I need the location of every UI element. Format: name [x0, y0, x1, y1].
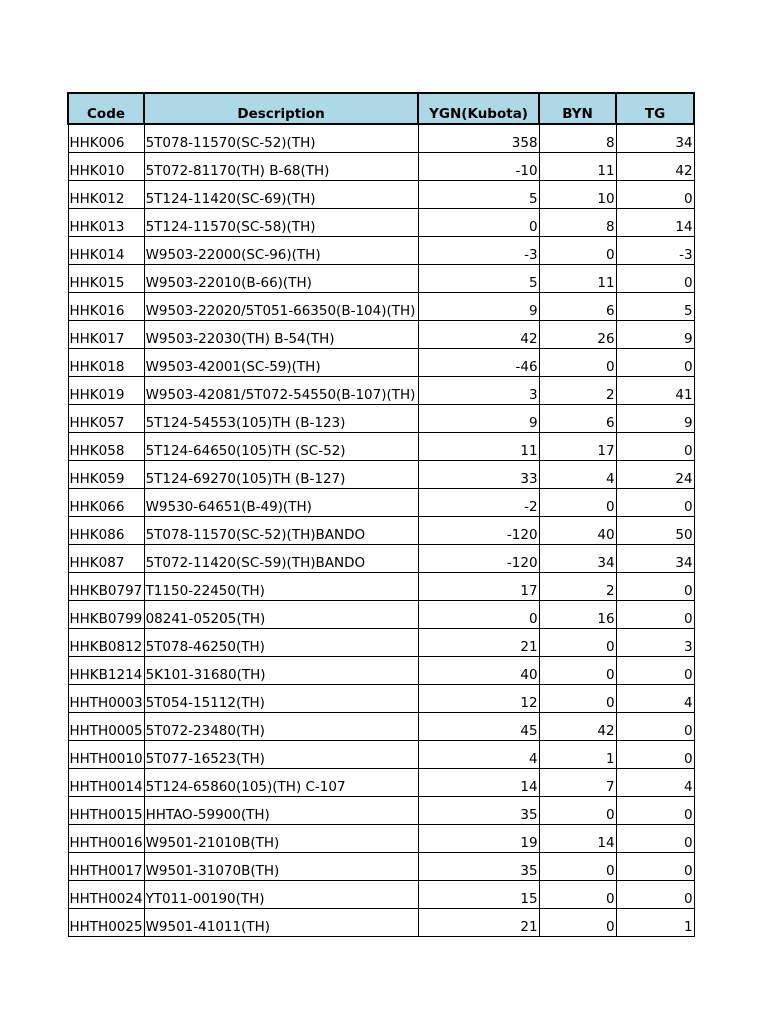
cell-ygn-kubota: 0: [418, 601, 539, 629]
table-row: [68, 881, 694, 909]
cell-description: W9501-41011(TH): [144, 909, 418, 937]
table-row: [68, 601, 694, 629]
cell-byn: 26: [539, 321, 616, 349]
cell-byn: 0: [539, 853, 616, 881]
cell-tg: 14: [616, 209, 694, 237]
cell-tg: 0: [616, 797, 694, 825]
cell-description: W9503-42001(SC-59)(TH): [144, 349, 418, 377]
cell-code: HHTH0005: [68, 713, 144, 741]
cell-tg: 24: [616, 461, 694, 489]
cell-ygn-kubota: 9: [418, 405, 539, 433]
cell-byn: 10: [539, 181, 616, 209]
cell-byn: 40: [539, 517, 616, 545]
cell-byn: 0: [539, 881, 616, 909]
cell-tg: 0: [616, 265, 694, 293]
cell-code: HHK019: [68, 377, 144, 405]
cell-description: W9503-22030(TH) B-54(TH): [144, 321, 418, 349]
cell-ygn-kubota: 35: [418, 797, 539, 825]
cell-tg: 4: [616, 769, 694, 797]
cell-code: HHTH0014: [68, 769, 144, 797]
cell-ygn-kubota: 4: [418, 741, 539, 769]
cell-ygn-kubota: 40: [418, 657, 539, 685]
cell-byn: 6: [539, 293, 616, 321]
table-row: [68, 545, 694, 573]
cell-code: HHK086: [68, 517, 144, 545]
header-description: Description: [144, 93, 418, 124]
cell-description: 5T124-11570(SC-58)(TH): [144, 209, 418, 237]
cell-code: HHK006: [68, 124, 144, 153]
cell-code: HHTH0025: [68, 909, 144, 937]
cell-ygn-kubota: 11: [418, 433, 539, 461]
cell-byn: 2: [539, 377, 616, 405]
cell-ygn-kubota: 35: [418, 853, 539, 881]
table-row: [68, 433, 694, 461]
cell-ygn-kubota: -46: [418, 349, 539, 377]
cell-description: W9503-42081/5T072-54550(B-107)(TH): [144, 377, 418, 405]
cell-description: 5T124-54553(105)TH (B-123): [144, 405, 418, 433]
cell-tg: 34: [616, 124, 694, 153]
table-row: [68, 657, 694, 685]
cell-code: HHK059: [68, 461, 144, 489]
cell-byn: 7: [539, 769, 616, 797]
cell-tg: 5: [616, 293, 694, 321]
table-row: [68, 853, 694, 881]
table-row: [68, 769, 694, 797]
cell-tg: 0: [616, 853, 694, 881]
cell-ygn-kubota: 17: [418, 573, 539, 601]
cell-ygn-kubota: -10: [418, 153, 539, 181]
cell-ygn-kubota: -120: [418, 517, 539, 545]
table-row: [68, 713, 694, 741]
cell-byn: 0: [539, 629, 616, 657]
cell-code: HHKB0799: [68, 601, 144, 629]
cell-description: 5T072-11420(SC-59)(TH)BANDO: [144, 545, 418, 573]
table-row: [68, 349, 694, 377]
cell-tg: 0: [616, 181, 694, 209]
table-row: [68, 209, 694, 237]
cell-description: 5T078-46250(TH): [144, 629, 418, 657]
table-row: [68, 741, 694, 769]
cell-byn: 11: [539, 265, 616, 293]
cell-description: W9503-22010(B-66)(TH): [144, 265, 418, 293]
cell-tg: 0: [616, 657, 694, 685]
cell-byn: 0: [539, 685, 616, 713]
cell-description: W9501-21010B(TH): [144, 825, 418, 853]
cell-byn: 8: [539, 124, 616, 153]
table-row: [68, 489, 694, 517]
cell-byn: 0: [539, 657, 616, 685]
cell-ygn-kubota: 3: [418, 377, 539, 405]
cell-code: HHK013: [68, 209, 144, 237]
cell-description: W9503-22000(SC-96)(TH): [144, 237, 418, 265]
cell-code: HHK012: [68, 181, 144, 209]
cell-ygn-kubota: -120: [418, 545, 539, 573]
cell-ygn-kubota: 9: [418, 293, 539, 321]
table-row: [68, 825, 694, 853]
cell-description: 5T054-15112(TH): [144, 685, 418, 713]
cell-code: HHK017: [68, 321, 144, 349]
header-ygn-kubota: YGN(Kubota): [418, 93, 539, 124]
table-row: [68, 265, 694, 293]
cell-ygn-kubota: 42: [418, 321, 539, 349]
table-row: [68, 797, 694, 825]
cell-code: HHTH0003: [68, 685, 144, 713]
cell-code: HHTH0015: [68, 797, 144, 825]
cell-tg: 34: [616, 545, 694, 573]
cell-tg: 9: [616, 405, 694, 433]
cell-ygn-kubota: 19: [418, 825, 539, 853]
table-row: [68, 293, 694, 321]
table-row: [68, 629, 694, 657]
cell-code: HHTH0016: [68, 825, 144, 853]
cell-byn: 6: [539, 405, 616, 433]
cell-tg: -3: [616, 237, 694, 265]
table-row: [68, 181, 694, 209]
cell-description: W9530-64651(B-49)(TH): [144, 489, 418, 517]
header-byn: BYN: [539, 93, 616, 124]
cell-tg: 41: [616, 377, 694, 405]
table-row: [68, 124, 694, 153]
cell-description: W9503-22020/5T051-66350(B-104)(TH): [144, 293, 418, 321]
cell-ygn-kubota: 5: [418, 181, 539, 209]
cell-description: 5T124-64650(105)TH (SC-52): [144, 433, 418, 461]
cell-tg: 0: [616, 881, 694, 909]
cell-description: HHTAO-59900(TH): [144, 797, 418, 825]
cell-tg: 0: [616, 741, 694, 769]
cell-tg: 3: [616, 629, 694, 657]
cell-byn: 4: [539, 461, 616, 489]
cell-code: HHKB1214: [68, 657, 144, 685]
cell-byn: 2: [539, 573, 616, 601]
table-row: [68, 685, 694, 713]
cell-byn: 11: [539, 153, 616, 181]
cell-byn: 14: [539, 825, 616, 853]
cell-tg: 0: [616, 825, 694, 853]
cell-description: 5T072-23480(TH): [144, 713, 418, 741]
table-row: [68, 909, 694, 937]
cell-tg: 0: [616, 573, 694, 601]
cell-code: HHK057: [68, 405, 144, 433]
cell-description: 5T124-11420(SC-69)(TH): [144, 181, 418, 209]
cell-tg: 4: [616, 685, 694, 713]
header-tg: TG: [616, 93, 694, 124]
cell-code: HHK058: [68, 433, 144, 461]
table-row: [68, 377, 694, 405]
table-row: [68, 573, 694, 601]
cell-code: HHK010: [68, 153, 144, 181]
cell-code: HHTH0010: [68, 741, 144, 769]
cell-ygn-kubota: 21: [418, 629, 539, 657]
cell-description: W9501-31070B(TH): [144, 853, 418, 881]
inventory-table: [67, 92, 695, 937]
cell-byn: 0: [539, 349, 616, 377]
cell-code: HHK066: [68, 489, 144, 517]
cell-byn: 34: [539, 545, 616, 573]
cell-tg: 0: [616, 713, 694, 741]
cell-code: HHK016: [68, 293, 144, 321]
cell-byn: 16: [539, 601, 616, 629]
cell-description: 5T077-16523(TH): [144, 741, 418, 769]
cell-code: HHTH0024: [68, 881, 144, 909]
cell-code: HHTH0017: [68, 853, 144, 881]
cell-description: 5T078-11570(SC-52)(TH)BANDO: [144, 517, 418, 545]
cell-description: 5T078-11570(SC-52)(TH): [144, 124, 418, 153]
cell-byn: 0: [539, 797, 616, 825]
cell-description: 5T072-81170(TH) B-68(TH): [144, 153, 418, 181]
table-row: [68, 405, 694, 433]
cell-code: HHK015: [68, 265, 144, 293]
cell-description: 5T124-65860(105)(TH) C-107: [144, 769, 418, 797]
cell-byn: 0: [539, 489, 616, 517]
table-header: [68, 93, 694, 124]
table-body: [68, 124, 694, 937]
cell-ygn-kubota: 0: [418, 209, 539, 237]
cell-tg: 0: [616, 601, 694, 629]
cell-tg: 9: [616, 321, 694, 349]
cell-ygn-kubota: 358: [418, 124, 539, 153]
cell-byn: 0: [539, 237, 616, 265]
cell-ygn-kubota: 5: [418, 265, 539, 293]
cell-byn: 42: [539, 713, 616, 741]
cell-code: HHK018: [68, 349, 144, 377]
table-row: [68, 517, 694, 545]
cell-description: YT011-00190(TH): [144, 881, 418, 909]
cell-code: HHK014: [68, 237, 144, 265]
cell-tg: 0: [616, 349, 694, 377]
header-code: Code: [68, 93, 144, 124]
table-row: [68, 321, 694, 349]
cell-description: 08241-05205(TH): [144, 601, 418, 629]
cell-description: 5K101-31680(TH): [144, 657, 418, 685]
cell-tg: 50: [616, 517, 694, 545]
cell-code: HHKB0797: [68, 573, 144, 601]
cell-ygn-kubota: 15: [418, 881, 539, 909]
cell-tg: 0: [616, 489, 694, 517]
cell-ygn-kubota: -3: [418, 237, 539, 265]
cell-ygn-kubota: 33: [418, 461, 539, 489]
table-row: [68, 237, 694, 265]
cell-tg: 1: [616, 909, 694, 937]
cell-ygn-kubota: -2: [418, 489, 539, 517]
table-row: [68, 153, 694, 181]
cell-ygn-kubota: 21: [418, 909, 539, 937]
cell-byn: 0: [539, 909, 616, 937]
cell-byn: 17: [539, 433, 616, 461]
table-row: [68, 461, 694, 489]
cell-ygn-kubota: 12: [418, 685, 539, 713]
cell-description: 5T124-69270(105)TH (B-127): [144, 461, 418, 489]
cell-byn: 8: [539, 209, 616, 237]
cell-tg: 0: [616, 433, 694, 461]
cell-ygn-kubota: 45: [418, 713, 539, 741]
cell-byn: 1: [539, 741, 616, 769]
cell-tg: 42: [616, 153, 694, 181]
cell-description: T1150-22450(TH): [144, 573, 418, 601]
cell-ygn-kubota: 14: [418, 769, 539, 797]
cell-code: HHKB0812: [68, 629, 144, 657]
header-row: [68, 93, 694, 124]
cell-code: HHK087: [68, 545, 144, 573]
